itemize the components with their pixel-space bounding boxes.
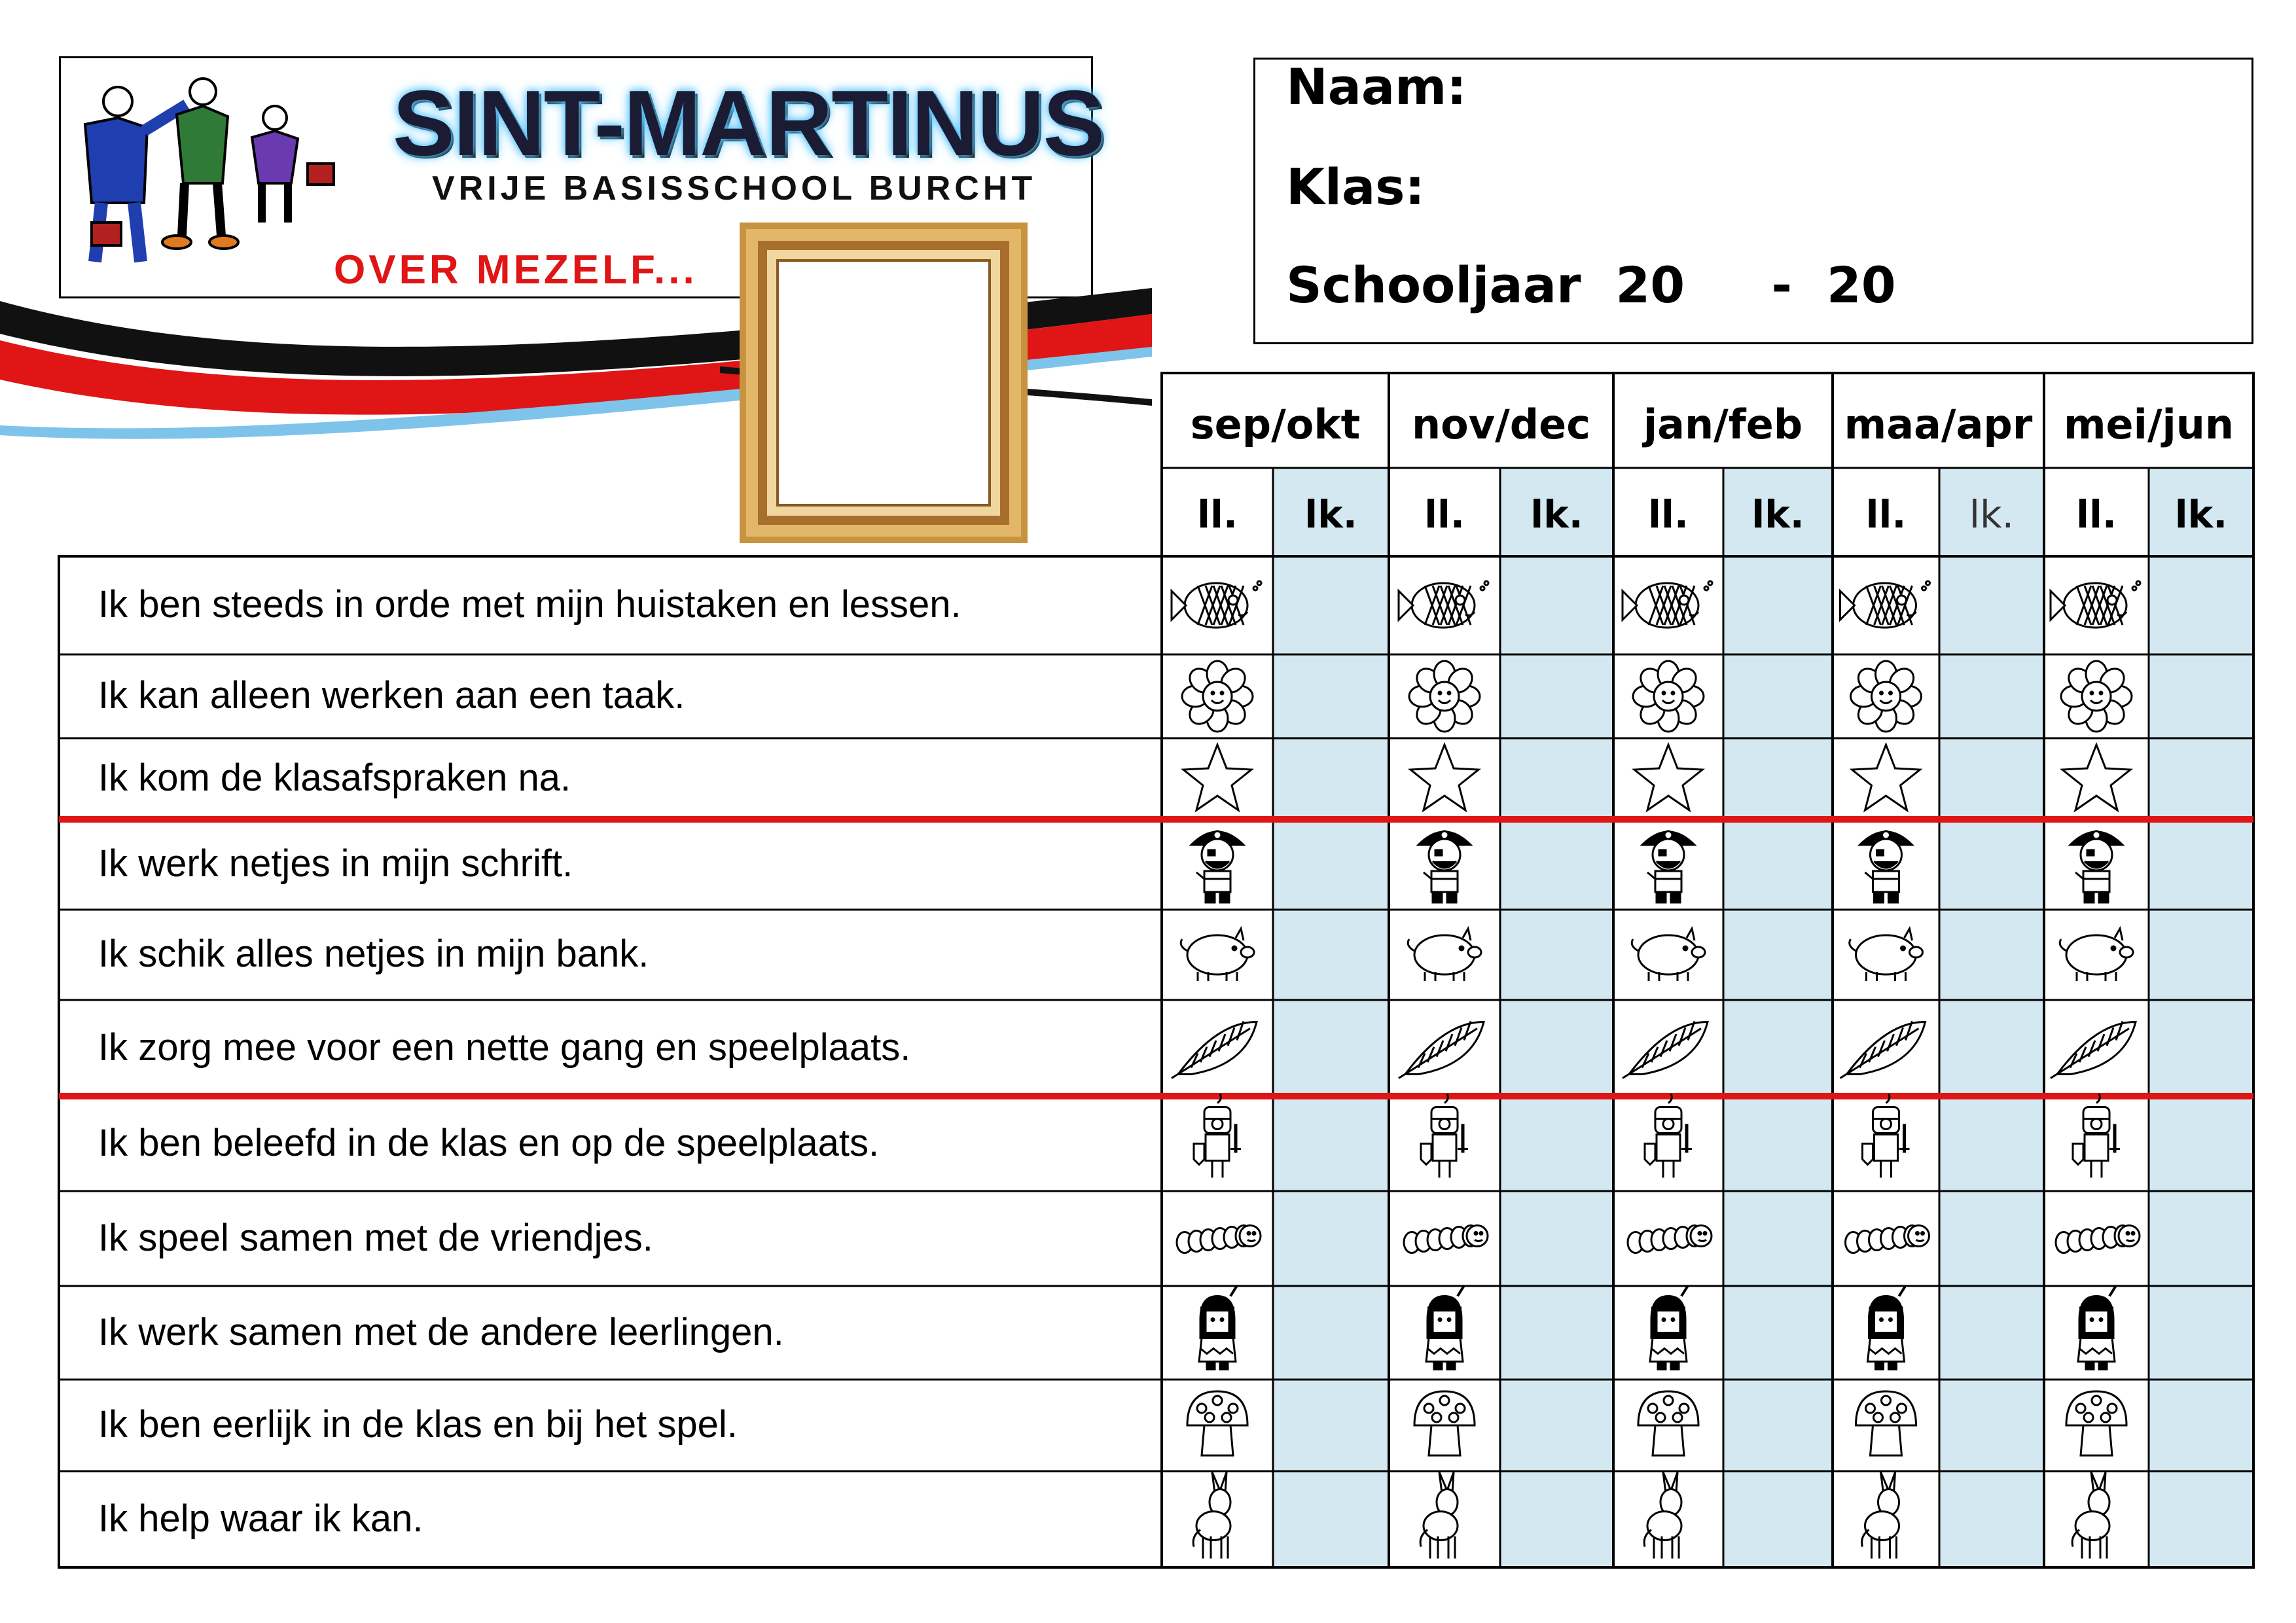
pig-icon — [2060, 929, 2133, 981]
donkey-icon — [1193, 1472, 1230, 1559]
native-girl-icon — [1426, 1286, 1464, 1370]
period-header: nov/dec — [1412, 401, 1590, 448]
self-column-header: lk. — [1530, 492, 1583, 537]
flower-icon — [1182, 661, 1253, 732]
native-girl-icon — [2078, 1286, 2116, 1370]
donkey-icon — [2072, 1472, 2109, 1559]
period-header: jan/feb — [1643, 401, 1803, 448]
donkey-icon — [1420, 1472, 1458, 1559]
school-year-label: Schooljaar 20 - 20 — [1286, 256, 1896, 314]
mushroom-icon — [1638, 1391, 1698, 1455]
statement-text: Ik kan alleen werken aan een taak. — [98, 674, 685, 717]
flower-icon — [2061, 661, 2132, 732]
donkey-icon — [1644, 1472, 1681, 1559]
leaf-icon — [1840, 1022, 1926, 1079]
fish-icon — [1172, 581, 1261, 628]
knight-icon — [1421, 1094, 1468, 1178]
flower-icon — [1851, 661, 1922, 732]
native-girl-icon — [1650, 1286, 1688, 1370]
statement-text: Ik kom de klasafspraken na. — [98, 757, 571, 799]
pirate-icon — [1418, 831, 1471, 902]
caterpillar-icon — [1177, 1226, 1261, 1253]
knight-icon — [1863, 1094, 1910, 1178]
leaf-icon — [2051, 1022, 2136, 1079]
teacher-column-header: ll. — [1865, 492, 1907, 537]
page-title: OVER MEZELF... — [334, 247, 698, 293]
statement-text: Ik werk samen met de andere leerlingen. — [98, 1310, 784, 1353]
fish-icon — [2051, 581, 2140, 628]
caterpillar-icon — [1628, 1226, 1712, 1253]
pig-icon — [1632, 929, 1705, 981]
statement-text: Ik ben beleefd in de klas en op de speelplaats. — [98, 1121, 880, 1164]
self-column-header: lk. — [1751, 492, 1804, 537]
teacher-column-header: ll. — [1648, 492, 1689, 537]
knight-icon — [1194, 1094, 1241, 1178]
mushroom-icon — [1856, 1391, 1916, 1455]
star-icon — [1634, 745, 1702, 810]
leaf-icon — [1399, 1022, 1484, 1079]
statement-text: Ik ben steeds in orde met mijn huistaken en lessen. — [98, 583, 961, 626]
caterpillar-icon — [1846, 1226, 1929, 1253]
self-column-header: lk. — [1969, 492, 2015, 537]
star-icon — [1852, 745, 1920, 810]
mushroom-icon — [2066, 1391, 2126, 1455]
statement-text: Ik speel samen met de vriendjes. — [98, 1216, 653, 1259]
fish-icon — [1399, 581, 1488, 628]
self-column-header: lk. — [1304, 492, 1357, 537]
flower-icon — [1409, 661, 1480, 732]
mushroom-icon — [1187, 1391, 1247, 1455]
teacher-column-header: ll. — [1424, 492, 1465, 537]
pig-icon — [1850, 929, 1923, 981]
teacher-column-header: ll. — [1197, 492, 1238, 537]
school-subtitle: VRIJE BASISSCHOOL BURCHT — [432, 169, 1037, 207]
star-icon — [1410, 745, 1479, 810]
leaf-icon — [1623, 1022, 1708, 1079]
knight-icon — [2073, 1094, 2120, 1178]
star-icon — [1183, 745, 1251, 810]
teacher-column-header: ll. — [2076, 492, 2117, 537]
pirate-icon — [1191, 831, 1244, 902]
caterpillar-icon — [2056, 1226, 2140, 1253]
statement-text: Ik zorg mee voor een nette gang en speelplaats. — [98, 1026, 911, 1069]
knight-icon — [1645, 1094, 1692, 1178]
donkey-icon — [1862, 1472, 1899, 1559]
self-column-header: lk. — [2174, 492, 2228, 537]
name-label: Naam: — [1286, 58, 1467, 116]
leaf-icon — [1172, 1022, 1257, 1079]
period-header: maa/apr — [1844, 401, 2033, 448]
mushroom-icon — [1414, 1391, 1475, 1455]
period-header: sep/okt — [1190, 401, 1361, 448]
pig-icon — [1408, 929, 1481, 981]
flower-icon — [1633, 661, 1704, 732]
pirate-icon — [1860, 831, 1912, 902]
native-girl-icon — [1199, 1286, 1237, 1370]
pirate-icon — [2070, 831, 2123, 902]
native-girl-icon — [1868, 1286, 1906, 1370]
period-header: mei/jun — [2063, 401, 2234, 448]
school-name: SINT-MARTINUS — [393, 71, 1104, 175]
caterpillar-icon — [1404, 1226, 1488, 1253]
statement-text: Ik ben eerlijk in de klas en bij het spel. — [98, 1403, 738, 1446]
statement-text: Ik schik alles netjes in mijn bank. — [98, 933, 649, 975]
statement-text: Ik werk netjes in mijn schrift. — [98, 842, 573, 885]
pig-icon — [1181, 929, 1254, 981]
pirate-icon — [1642, 831, 1695, 902]
fish-icon — [1623, 581, 1712, 628]
star-icon — [2062, 745, 2130, 810]
statement-text: Ik help waar ik kan. — [98, 1497, 423, 1540]
class-label: Klas: — [1286, 158, 1425, 216]
fish-icon — [1840, 581, 1930, 628]
